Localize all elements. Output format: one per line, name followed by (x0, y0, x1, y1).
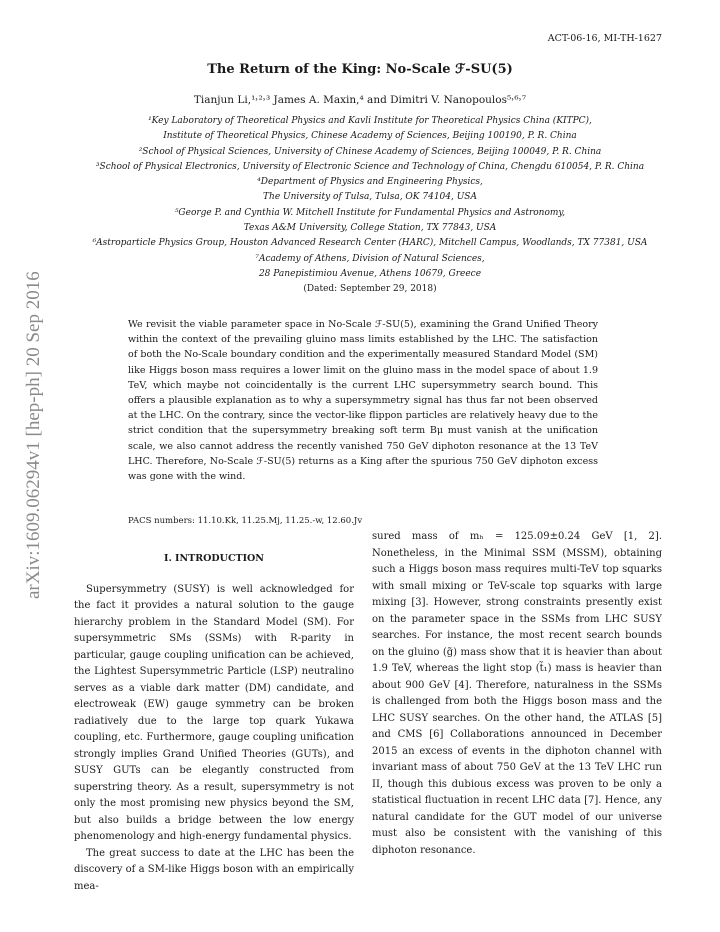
body-paragraph: Supersymmetry (SUSY) is well acknowledged for the fact it provides a natural solution to the gauge hierarchy problem in the Standard Model (SM). For supersymmetric SMs (SSMs) with R-parity in particular, gauge coupling unification can be achieved, the Lightest Supersymmetric Particle (LSP) neutralino serves as a viable dark matter (DM) candidate, and electroweak (EW) gauge symmetry can be broken radiatively due to the large top quark Yukawa coupling, etc. Furthermore, gauge coupling unification strongly implies Grand Unified Theories (GUTs), and SUSY GUTs can be elegantly constructed from superstring theory. As a result, supersymmetry is not only the most promising new physics beyond the SM, but also builds a bridge between the low energy phenomenology and high-energy fundamental physics. (74, 583, 354, 842)
affiliation-line: ⁵George P. and Cynthia W. Mitchell Institute for Fundamental Physics and Astronomy, (174, 207, 566, 218)
affiliation-line: 28 Panepistimiou Avenue, Athens 10679, Greece (258, 268, 482, 279)
body-column-left (74, 551, 354, 895)
author-list: Tianjun Li,¹˒²˒³ James A. Maxin,⁴ and Dimitri V. Nanopoulos⁵˒⁶˒⁷ (193, 94, 527, 106)
affiliation-line: ²School of Physical Sciences, University of Chinese Academy of Sciences, Beijing 100049, P. R. China (138, 146, 602, 157)
report-number: ACT-06-16, MI-TH-1627 (547, 33, 662, 44)
paper-title: The Return of the King: No-Scale ℱ-SU(5) (207, 62, 513, 77)
body-paragraph: sured mass of mₕ = 125.09±0.24 GeV [1, 2]. Nonetheless, in the Minimal SSM (MSSM), obtaining such a Higgs boson mass requires multi-TeV top squarks with small mixing or TeV-scale top squarks with large mixing [3]. However, strong constraints presently exist on the parameter space in the SSMs from LHC SUSY searches. For instance, the most recent search bounds on the gluino (g̃) mass show that it is heavier than about 1.9 TeV, whereas the light stop (t̃₁) mass is heavier than about 900 GeV [4]. Therefore, naturalness in the SSMs is challenged from both the Higgs boson mass and the LHC SUSY searches. On the other hand, the ATLAS [5] and CMS [6] Collaborations announced in December 2015 an excess of events in the diphoton channel with invariant mass of about 750 GeV at the 13 TeV LHC run II, though this dubious excess was proven to be only a statistical fluctuation in recent LHC data [7]. Hence, any natural candidate for the GUT model of our universe must also be consistent with the vanishing of this diphoton resonance. (372, 531, 662, 856)
affiliations-block (60, 114, 680, 298)
affiliation-line: ⁷Academy of Athens, Division of Natural Sciences, (255, 253, 485, 264)
affiliation-line: Institute of Theoretical Physics, Chinese Academy of Sciences, Beijing 100190, P. R. China (163, 131, 577, 142)
pacs-numbers: PACS numbers: 11.10.Kk, 11.25.Mj, 11.25.-w, 12.60.Jv (128, 516, 363, 526)
affiliation-line: The University of Tulsa, Tulsa, OK 74104, USA (263, 192, 477, 203)
arxiv-identifier-stamp: arXiv:1609.06294v1 [hep-ph] 20 Sep 2016 (23, 271, 44, 599)
affiliation-line: ¹Key Laboratory of Theoretical Physics and Kavli Institute for Theoretical Physics China (KITPC), (148, 116, 592, 126)
affiliation-line: ⁴Department of Physics and Engineering Physics, (257, 177, 483, 188)
dated-line: (Dated: September 29, 2018) (303, 284, 437, 295)
body-column-right (372, 529, 662, 859)
affiliation-line: ³School of Physical Electronics, University of Electronic Science and Technology of China, Chengdu 610054, P. R. China (95, 161, 645, 172)
affiliation-line: Texas A&M University, College Station, TX 77843, USA (243, 223, 497, 234)
affiliation-line: ⁶Astroparticle Physics Group, Houston Advanced Research Center (HARC), Mitchell Campus, Woodlands, TX 77381, USA (92, 238, 648, 249)
body-paragraph: The great success to date at the LHC has been the discovery of a SM-like Higgs boson with an empirically mea- (74, 847, 354, 892)
abstract: We revisit the viable parameter space in No-Scale ℱ-SU(5), examining the Grand Unified Theory within the context of the prevailing gluino mass limits established by the LHC. The satisfaction of both the No-Scale boundary condition and the experimentally measured Standard Model (SM) like Higgs boson mass requires a lower limit on the gluino mass in the model space of about 1.9 TeV, which maybe not coincidentally is the current LHC supersymmetry search bound. This offers a plausible explanation as to why a supersymmetry signal has thus far not been observed at the LHC. On the contrary, since the vector-like flippon particles are relatively heavy due to the strict condition that the supersymmetry breaking soft term Bμ must vanish at the unification scale, we also cannot address the recently vanished 750 GeV diphoton resonance at the 13 TeV LHC. Therefore, No-Scale ℱ-SU(5) returns as a King after the spurious 750 GeV diphoton excess was gone with the wind. (128, 319, 598, 483)
section-heading-introduction: I. INTRODUCTION (164, 553, 264, 564)
